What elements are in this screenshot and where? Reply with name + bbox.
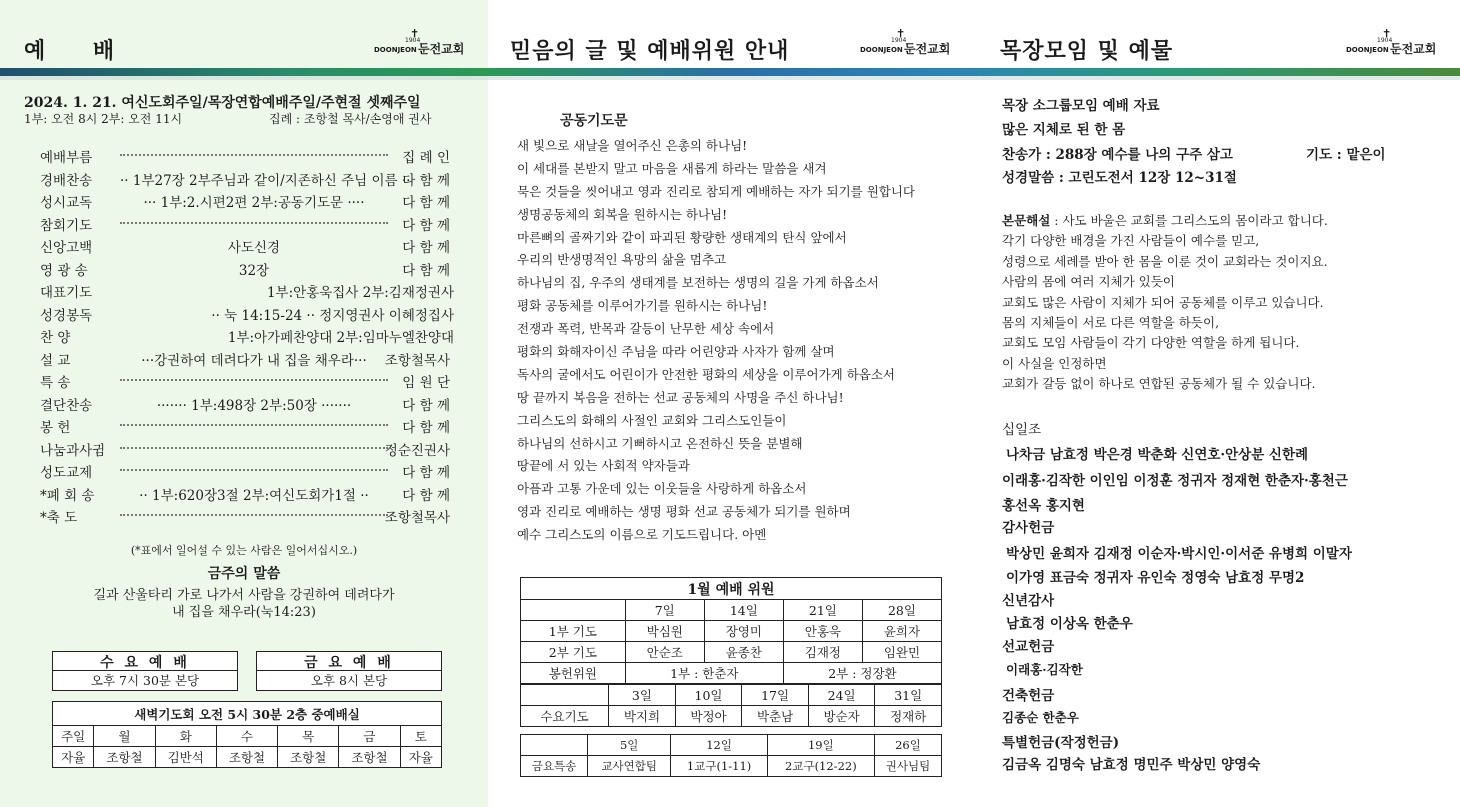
- fri-dates-label: [521, 735, 588, 756]
- order-label: 특 송: [40, 375, 71, 391]
- header-color-band: [0, 68, 1460, 76]
- fri-special-row-cell: 권사님팀: [874, 756, 941, 777]
- prayer-line: 예수 그리스도의 이름으로 기도드립니다. 아멘: [517, 527, 767, 543]
- dawn-leader-cell: 조항철: [216, 747, 277, 768]
- wednesday-service-box: 수 요 예 배 오후 7시 30분 본당: [52, 651, 238, 691]
- order-item: 32장: [238, 262, 270, 279]
- prayer-line: 영과 진리로 예배하는 생명 평화 선교 공동체가 되기를 원하며: [517, 504, 851, 520]
- sermon-line: 몸의 지체들이 서로 다른 역할을 하듯이,: [1002, 315, 1220, 330]
- committee-row-cell: 장영미: [704, 621, 783, 642]
- dawn-leader-cell: 조항철: [94, 747, 155, 768]
- order-leader-name: 임 원 단: [402, 375, 450, 391]
- order-leader-name: 다 함 께: [402, 465, 450, 481]
- prayer-header: [488, 0, 974, 68]
- wed-dates-cell: 10일: [675, 685, 742, 706]
- order-leader-name: 다 함 께: [402, 262, 450, 279]
- mission-label: 선교헌금: [1002, 639, 1055, 655]
- prayer-line: 생명공동체의 회복을 원하시는 하나님!: [517, 206, 728, 222]
- dawn-day-cell: 화: [155, 726, 216, 747]
- order-label: *폐 회 송: [40, 487, 95, 504]
- order-leader-name: 조항철목사: [384, 510, 450, 526]
- order-leader: [120, 379, 388, 381]
- committee-row-cell: 안홍욱: [783, 621, 862, 642]
- sermon-line: 성령으로 세례를 받아 한 몸을 이룬 것이 교회라는 것이지요.: [1002, 253, 1328, 269]
- dawn-prayer-box: [52, 701, 442, 773]
- order-row: [40, 236, 454, 259]
- order-row: [40, 484, 454, 507]
- service-date: 2024. 1. 21. 여신도회주일/목장연합예배주일/주현절 셋째주일: [24, 95, 421, 111]
- cell-theme: 많은 지체로 된 한 몸: [1002, 122, 1126, 138]
- order-row: [40, 259, 454, 282]
- order-label: 봉 헌: [40, 420, 71, 436]
- cross-icon: ✝: [410, 27, 420, 40]
- dawn-leader: [53, 747, 442, 768]
- wed-prayer-row: [521, 706, 942, 727]
- order-leader-name: 다 함 께: [402, 397, 450, 414]
- wed-prayer-row-label: 수요기도: [521, 706, 609, 727]
- order-item: 사도신경: [227, 240, 281, 256]
- wed-prayer-row-cell: 방순자: [808, 706, 875, 727]
- order-leader: [120, 154, 388, 156]
- order-label: 신앙고백: [40, 240, 93, 256]
- fri-special-row-label: 금요특송: [521, 756, 588, 777]
- order-label: 결단찬송: [40, 397, 93, 414]
- building-names: 김종순 한춘우: [1002, 710, 1079, 725]
- sermon-line: 교회도 많은 사람이 지체가 되어 공동체를 이루고 있습니다.: [1002, 294, 1324, 310]
- wed-prayer-row-cell: 박정아: [675, 706, 742, 727]
- fri-dates-cell: 19일: [767, 735, 874, 756]
- service-ministers: 집례 : 조항철 목사/손영애 권사: [269, 112, 432, 126]
- dawn-day-cell: 월: [94, 726, 155, 747]
- order-leader: [120, 447, 388, 449]
- sermon-line: 교회도 모임 사람들이 각기 다양한 역할을 하게 됩니다.: [1002, 335, 1300, 351]
- wed-dates-label: [521, 685, 609, 706]
- order-leader-name: 다 함 께: [402, 487, 450, 504]
- prayer-line: 묵은 것들을 씻어내고 영과 진리로 참되게 예배하는 자가 되기를 원합니다: [517, 183, 916, 199]
- prayer-line: 하나님의 집, 우주의 생태계를 보전하는 생명의 길을 가게 하옵소서: [517, 275, 879, 291]
- dawn-leader-cell: 조항철: [339, 747, 400, 768]
- committee-row-cell: 안순조: [625, 642, 704, 663]
- fri-special-row-cell: 교사연합팀: [588, 756, 671, 777]
- order-leader-name: 다 함 께: [402, 420, 450, 436]
- order-label: 영 광 송: [40, 262, 88, 279]
- dawn-leader-cell: 자율: [53, 747, 94, 768]
- committee-row-label: 2부 기도: [521, 642, 626, 663]
- order-item: ·· 1부27장 2부주님과 같이/지존하신 주님 이름 ··: [120, 172, 411, 189]
- building-label: 건축헌금: [1002, 688, 1055, 704]
- prayer-line: 우리의 반생명적인 욕망의 삶을 멈추고: [517, 252, 727, 268]
- committee-dates-label: [521, 600, 626, 621]
- cell-prayer-leader: 기도 : 맡은이: [1306, 147, 1386, 163]
- order-label: 참회기도: [40, 217, 93, 234]
- order-item: ·· 1부:620장3절 2부:여신도회가1절 ··: [139, 487, 369, 504]
- order-label: 예배부름: [40, 150, 93, 166]
- order-label: *축 도: [40, 510, 78, 526]
- cell-meeting-panel: [974, 0, 1460, 807]
- header-band-shadow: [0, 76, 1460, 80]
- order-row: [40, 394, 454, 417]
- order-item: ·· 눅 14:15-24 ·· 정지영권사 이혜정집사: [211, 307, 454, 324]
- prayer-line: 평화의 화해자이신 주님을 따라 어린양과 사자가 함께 살며: [517, 344, 835, 360]
- committee-row-label: 1부 기도: [521, 621, 626, 642]
- order-item: ······· 1부:498장 2부:50장 ·······: [156, 397, 352, 414]
- order-label: 대표기도: [40, 285, 93, 301]
- order-label: 경배찬송: [40, 172, 93, 189]
- special-names: 김금옥 김명숙 남효정 명민주 박상민 양영숙: [1002, 757, 1261, 773]
- committee-row-cell: 김재정: [783, 642, 862, 663]
- worship-title: 예 배: [24, 39, 135, 64]
- order-label: 성경봉독: [40, 307, 93, 324]
- committee-table: 1월 예배 위원 7일 14일 21일 28일 1부 기도 박심원 장영미 안홍욱 윤희자 2부 기도 안순조 윤종찬 김재정 임완민 봉헌위원 1부 : 한춘자 2부 : 정장환: [520, 577, 942, 684]
- fri-special-row: [521, 756, 942, 777]
- church-logo: ✝ 1904 DOONJEON 둔전교회: [374, 27, 465, 56]
- prayer-panel-title: 믿음의 글 및 예배위원 안내: [510, 39, 790, 64]
- order-leader: [120, 222, 388, 224]
- order-row: [40, 416, 454, 439]
- fri-dates-cell: 5일: [588, 735, 671, 756]
- prayer-line: 마른뼈의 골짜기와 같이 파괴된 황량한 생태계의 탄식 앞에서: [517, 229, 847, 245]
- tithe-names-1: 이래홍·김작한 이인임 이정훈 정귀자 정재현 한춘자·홍천근: [1002, 473, 1348, 489]
- friday-special-table: [520, 734, 942, 777]
- order-row: [40, 349, 454, 372]
- order-row: [40, 506, 454, 529]
- order-leader: [120, 424, 388, 426]
- prayer-line: 하나님의 선하시고 기뻐하시고 온전하신 뜻을 분별해: [517, 435, 803, 451]
- thanks-label: 감사헌금: [1002, 520, 1055, 536]
- committee-dates: [521, 600, 942, 621]
- order-item: 1부:안홍욱집사 2부:김재정권사: [266, 285, 454, 301]
- church-logo: ✝ 1904 DOONJEON 둔전교회: [1346, 27, 1437, 56]
- order-leader-name: 정순진권사: [384, 442, 450, 459]
- dawn-prayer-table: 새벽기도회 오전 5시 30분 2층 중예배실 주일 월 화 수 목 금 토 자율 조항철 김반석 조항철 조항철 조항철 자율: [52, 701, 442, 768]
- committee-dates-cell: 7일: [625, 600, 704, 621]
- prayer-line: 땅 끝까지 복음을 전하는 선교 공동체의 사명을 주신 하나님!: [517, 389, 844, 405]
- church-logo: ✝ 1904 DOONJEON 둔전교회: [860, 27, 951, 56]
- wed-prayer-row-cell: 박지희: [609, 706, 676, 727]
- sermon-line: 교회가 갈등 없이 하나로 연합된 공동체가 될 수 있습니다.: [1002, 376, 1316, 392]
- fri-dates-cell: 26일: [874, 735, 941, 756]
- order-leader: [120, 469, 388, 471]
- order-leader-name: 조항철목사: [384, 352, 450, 369]
- committee-dates-cell: 14일: [704, 600, 783, 621]
- order-item: ··· 1부:2.시편2편 2부:공동기도문 ····: [143, 195, 365, 211]
- dawn-day-cell: 수: [216, 726, 277, 747]
- fri-special-row-cell: 1교구(1-11): [671, 756, 767, 777]
- sermon-line: 이 사실을 인정하면: [1002, 355, 1107, 371]
- order-label: 성시교독: [40, 195, 93, 211]
- cross-icon: ✝: [896, 27, 906, 40]
- worship-panel: [0, 0, 488, 807]
- week-word-title: 금주의 말씀: [207, 566, 281, 582]
- order-leader-name: 집 례 인: [402, 150, 450, 166]
- wed-dates: [521, 685, 942, 706]
- committee-row-cell: 윤종찬: [704, 642, 783, 663]
- order-row: [40, 461, 454, 484]
- tithe-names-2: 홍선옥 홍지현: [1002, 498, 1085, 514]
- order-row: [40, 326, 454, 349]
- committee-row: [521, 621, 942, 642]
- cell-panel-title: 목장모임 및 예물: [1000, 39, 1174, 64]
- committee-dates-cell: 21일: [783, 600, 862, 621]
- cell-hymn: 찬송가 : 288장 예수를 나의 구주 삼고: [1002, 147, 1233, 163]
- dawn-day-cell: 주일: [53, 726, 94, 747]
- order-label: 성도교제: [40, 465, 93, 481]
- order-label: 나눔과사귐: [40, 442, 106, 459]
- thanks-names-0: 박상민 윤희자 김재정 이순자·박시인·이서준 유병희 이말자: [1006, 546, 1352, 562]
- order-leader-name: 다 함 께: [402, 195, 450, 211]
- service-times: 1부: 오전 8시 2부: 오전 11시 집례 : 조항철 목사/손영애 권사: [24, 112, 432, 126]
- order-leader-name: 다 함 께: [402, 172, 450, 189]
- order-row: [40, 169, 454, 192]
- wed-prayer-row-cell: 박춘남: [742, 706, 809, 727]
- wed-dates-cell: 24일: [808, 685, 875, 706]
- order-row: [40, 371, 454, 394]
- worship-header: [0, 0, 488, 68]
- worship-order: [40, 146, 454, 529]
- committee-row-cell: 박심원: [625, 621, 704, 642]
- prayer-line: 독사의 굴에서도 어린이가 안전한 평화의 세상을 이루어가게 하옵소서: [517, 366, 895, 382]
- dawn-day-cell: 금: [339, 726, 400, 747]
- prayer-line: 평화 공동체를 이루어가기를 원하시는 하나님!: [517, 298, 768, 314]
- common-prayer-text: [517, 136, 963, 548]
- common-prayer-title: 공동기도문: [560, 113, 628, 129]
- order-label: 찬 양: [40, 330, 71, 346]
- order-item: ···강권하여 데려다가 내 집을 채우라···: [141, 352, 367, 369]
- prayer-line: 땅끝에 서 있는 사회적 약자들과: [517, 458, 690, 474]
- prayer-panel: [488, 0, 974, 807]
- order-row: [40, 191, 454, 214]
- mission-names: 이래홍·김작한: [1006, 662, 1083, 677]
- committee-row-cell: 임완민: [862, 642, 941, 663]
- dawn-day-cell: 목: [278, 726, 339, 747]
- wednesday-prayer-table: [520, 684, 942, 727]
- sermon-line: 각기 다양한 배경을 가진 사람들이 예수를 믿고,: [1002, 233, 1260, 249]
- thanks-names-1: 이가영 표금숙 정귀자 유인숙 정영숙 남효정 무명2: [1006, 570, 1305, 586]
- cross-icon: ✝: [1382, 27, 1392, 40]
- wed-prayer-row-cell: 정재하: [875, 706, 942, 727]
- committee-row-cell: 윤희자: [862, 621, 941, 642]
- cell-scripture: 성경말씀 : 고린도전서 12장 12~31절: [1002, 170, 1237, 186]
- newyear-names: 남효정 이상옥 한춘우: [1006, 616, 1133, 632]
- special-label: 특별헌금(작정헌금): [1002, 735, 1120, 751]
- fri-dates-cell: 12일: [671, 735, 767, 756]
- dawn-leader-cell: 김반석: [155, 747, 216, 768]
- order-row: [40, 281, 454, 304]
- order-row: [40, 304, 454, 327]
- cell-header: [974, 0, 1460, 68]
- tithe-names-0: 나차금 남효정 박은경 박춘화 신연호·안상분 신한례: [1006, 447, 1309, 463]
- prayer-line: 아픔과 고통 가운데 있는 이웃들을 사랑하게 하옵소서: [517, 481, 807, 497]
- dawn-day: [53, 726, 442, 747]
- sermon-line: 사람의 몸에 여러 지체가 있듯이: [1002, 274, 1175, 290]
- fri-special-row-cell: 2교구(12-22): [767, 756, 874, 777]
- order-row: [40, 439, 454, 462]
- committee-row: [521, 642, 942, 663]
- order-leader: [120, 514, 388, 516]
- friday-service-box: 금 요 예 배 오후 8시 본당: [256, 651, 442, 691]
- order-label: 설 교: [40, 352, 71, 369]
- committee-dates-cell: 28일: [862, 600, 941, 621]
- order-row: [40, 146, 454, 169]
- dawn-leader-cell: 자율: [400, 747, 441, 768]
- tithe-label: 십일조: [1002, 422, 1042, 438]
- fri-dates: [521, 735, 942, 756]
- order-leader-name: 다 함 께: [402, 240, 450, 256]
- order-item: 1부:아가페찬양대 2부:임마누엘찬양대: [227, 330, 454, 346]
- prayer-line: 그리스도의 화해의 사절인 교회와 그리스도인들이: [517, 412, 787, 428]
- standing-note: (*표에서 일어설 수 있는 사람은 일어서십시오.): [130, 544, 358, 557]
- week-word-verse: 길과 산울타리 가로 나가서 사람을 강권하여 데려다가 내 집을 채우라(눅14:23): [93, 588, 395, 620]
- dawn-day-cell: 토: [400, 726, 441, 747]
- newyear-label: 신년감사: [1002, 593, 1055, 609]
- wed-dates-cell: 3일: [609, 685, 676, 706]
- prayer-line: 새 빛으로 새날을 열어주신 은총의 하나님!: [517, 138, 748, 153]
- prayer-line: 이 세대를 본받지 말고 마음을 새롭게 하라는 말씀을 새겨: [517, 160, 827, 176]
- prayer-line: 전쟁과 폭력, 반목과 갈등이 난무한 세상 속에서: [517, 321, 775, 337]
- wed-dates-cell: 17일: [742, 685, 809, 706]
- wed-dates-cell: 31일: [875, 685, 942, 706]
- order-row: [40, 214, 454, 237]
- sermon-line-0: 본문해설 : 사도 바울은 교회를 그리스도의 몸이라고 합니다.: [1002, 213, 1328, 228]
- dawn-leader-cell: 조항철: [278, 747, 339, 768]
- order-leader-name: 다 함 께: [402, 217, 450, 234]
- cell-material-title: 목장 소그룹모임 예배 자료: [1002, 98, 1160, 114]
